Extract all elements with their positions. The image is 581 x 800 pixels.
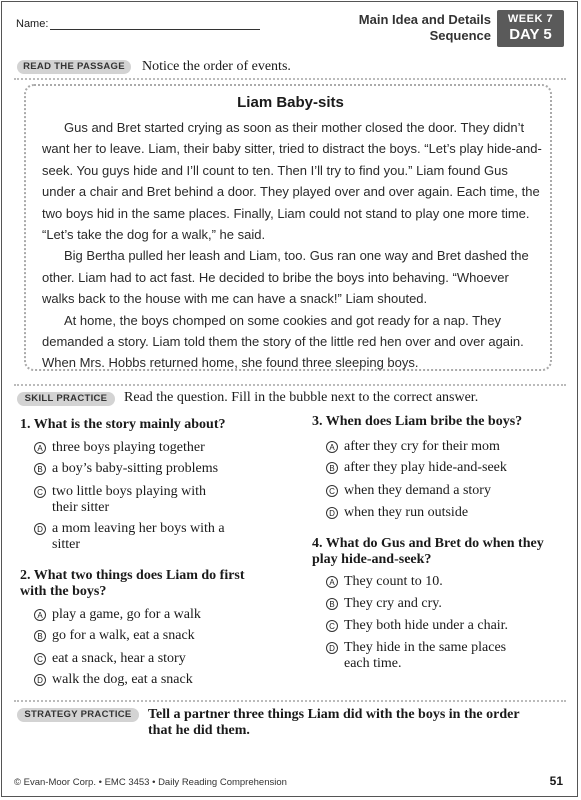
answer-bubble-1b[interactable]: B	[34, 463, 46, 475]
passage-paragraph: At home, the boys chomped on some cookies and got ready for a nap. They demanded a story. Liam told them the story of the little red hen over and over again. When Mrs. Hobbs returned home, she found three sleeping boys.	[42, 312, 524, 371]
answer-1b: a boy’s baby-sitting problems	[52, 461, 219, 476]
answer-4b: They cry and cry.	[344, 596, 442, 611]
question-2: 2. What two things does Liam do first with the boys?	[20, 568, 245, 599]
answer-3c: when they demand a story	[344, 483, 491, 498]
name-line	[50, 29, 260, 30]
answer-bubble-2c[interactable]: C	[34, 653, 46, 665]
read-passage-tag: READ THE PASSAGE	[17, 60, 131, 74]
passage-title: Liam Baby-sits	[237, 94, 344, 111]
divider	[14, 384, 566, 386]
answer-bubble-2d[interactable]: D	[34, 674, 46, 686]
passage-text	[42, 117, 542, 374]
answer-bubble-2b[interactable]: B	[34, 630, 46, 642]
divider	[14, 700, 566, 702]
passage-paragraph: Big Bertha pulled her leash and Liam, too. Gus ran one way and Bret dashed the other. Liam had to act fast. He decided to bribe the boys into behaving. “Whoever walks back to the house with me can have a snack!” Liam shouted.	[42, 248, 529, 307]
passage-paragraph: Gus and Bret started crying as soon as their mother closed the door. They didn’t want her to leave. Liam, their baby sitter, tried to distract the boys. “Let’s play hide-and-seek. You guys hide and I’ll count to ten. Then I’ll try to find you.” Liam found Gus under a chair and Bret behind a door. They played over and over again. Each time, the two boys hid in the same places. Finally, Liam could not stand to play one more time. “Let’s take the dog for a walk,” he said.	[42, 120, 542, 243]
topic-sequence: Sequence	[429, 28, 491, 43]
question-3: 3. When does Liam bribe the boys?	[312, 414, 523, 429]
answer-bubble-3d[interactable]: D	[326, 507, 338, 519]
answer-1c: two little boys playing with their sitter	[52, 484, 206, 515]
strategy-practice-instruction: Tell a partner three things Liam did with the boys in the order that he did them.	[148, 707, 520, 738]
read-passage-instruction: Notice the order of events.	[142, 59, 291, 74]
answer-2d: walk the dog, eat a snack	[52, 672, 193, 687]
answer-3d: when they run outside	[344, 505, 469, 520]
skill-topic	[359, 12, 491, 44]
answer-1a: three boys playing together	[52, 440, 205, 455]
page-number: 51	[549, 774, 563, 788]
answer-bubble-3c[interactable]: C	[326, 485, 338, 497]
skill-practice-tag: SKILL PRACTICE	[17, 392, 115, 406]
week-label: WEEK 7	[507, 13, 554, 25]
answer-bubble-1a[interactable]: A	[34, 442, 46, 454]
strategy-practice-tag: STRATEGY PRACTICE	[17, 708, 139, 722]
answer-bubble-4b[interactable]: B	[326, 598, 338, 610]
divider	[14, 78, 566, 80]
answer-bubble-1c[interactable]: C	[34, 486, 46, 498]
answer-bubble-4d[interactable]: D	[326, 642, 338, 654]
question-4: 4. What do Gus and Bret do when they play hide-and-seek?	[312, 536, 544, 567]
answer-bubble-3a[interactable]: A	[326, 441, 338, 453]
footer-copyright: © Evan-Moor Corp. • EMC 3453 • Daily Reading Comprehension	[14, 777, 287, 788]
answer-4c: They both hide under a chair.	[344, 618, 509, 633]
week-day-badge	[497, 10, 564, 47]
answer-4a: They count to 10.	[344, 574, 443, 589]
answer-3b: after they play hide-and-seek	[344, 460, 507, 475]
answer-2b: go for a walk, eat a snack	[52, 628, 195, 643]
topic-main-idea: Main Idea and Details	[358, 12, 491, 27]
answer-bubble-1d[interactable]: D	[34, 523, 46, 535]
name-label: Name:	[16, 18, 49, 30]
answer-3a: after they cry for their mom	[344, 439, 500, 454]
answer-1d: a mom leaving her boys with a sitter	[52, 521, 225, 552]
question-1: 1. What is the story mainly about?	[20, 417, 226, 432]
answer-bubble-4c[interactable]: C	[326, 620, 338, 632]
day-label: DAY 5	[509, 26, 552, 43]
answer-4d: They hide in the same places each time.	[344, 640, 507, 671]
skill-practice-instruction: Read the question. Fill in the bubble next to the correct answer.	[124, 390, 479, 405]
answer-2a: play a game, go for a walk	[52, 607, 201, 622]
answer-bubble-3b[interactable]: B	[326, 462, 338, 474]
answer-bubble-2a[interactable]: A	[34, 609, 46, 621]
answer-2c: eat a snack, hear a story	[52, 651, 186, 666]
answer-bubble-4a[interactable]: A	[326, 576, 338, 588]
